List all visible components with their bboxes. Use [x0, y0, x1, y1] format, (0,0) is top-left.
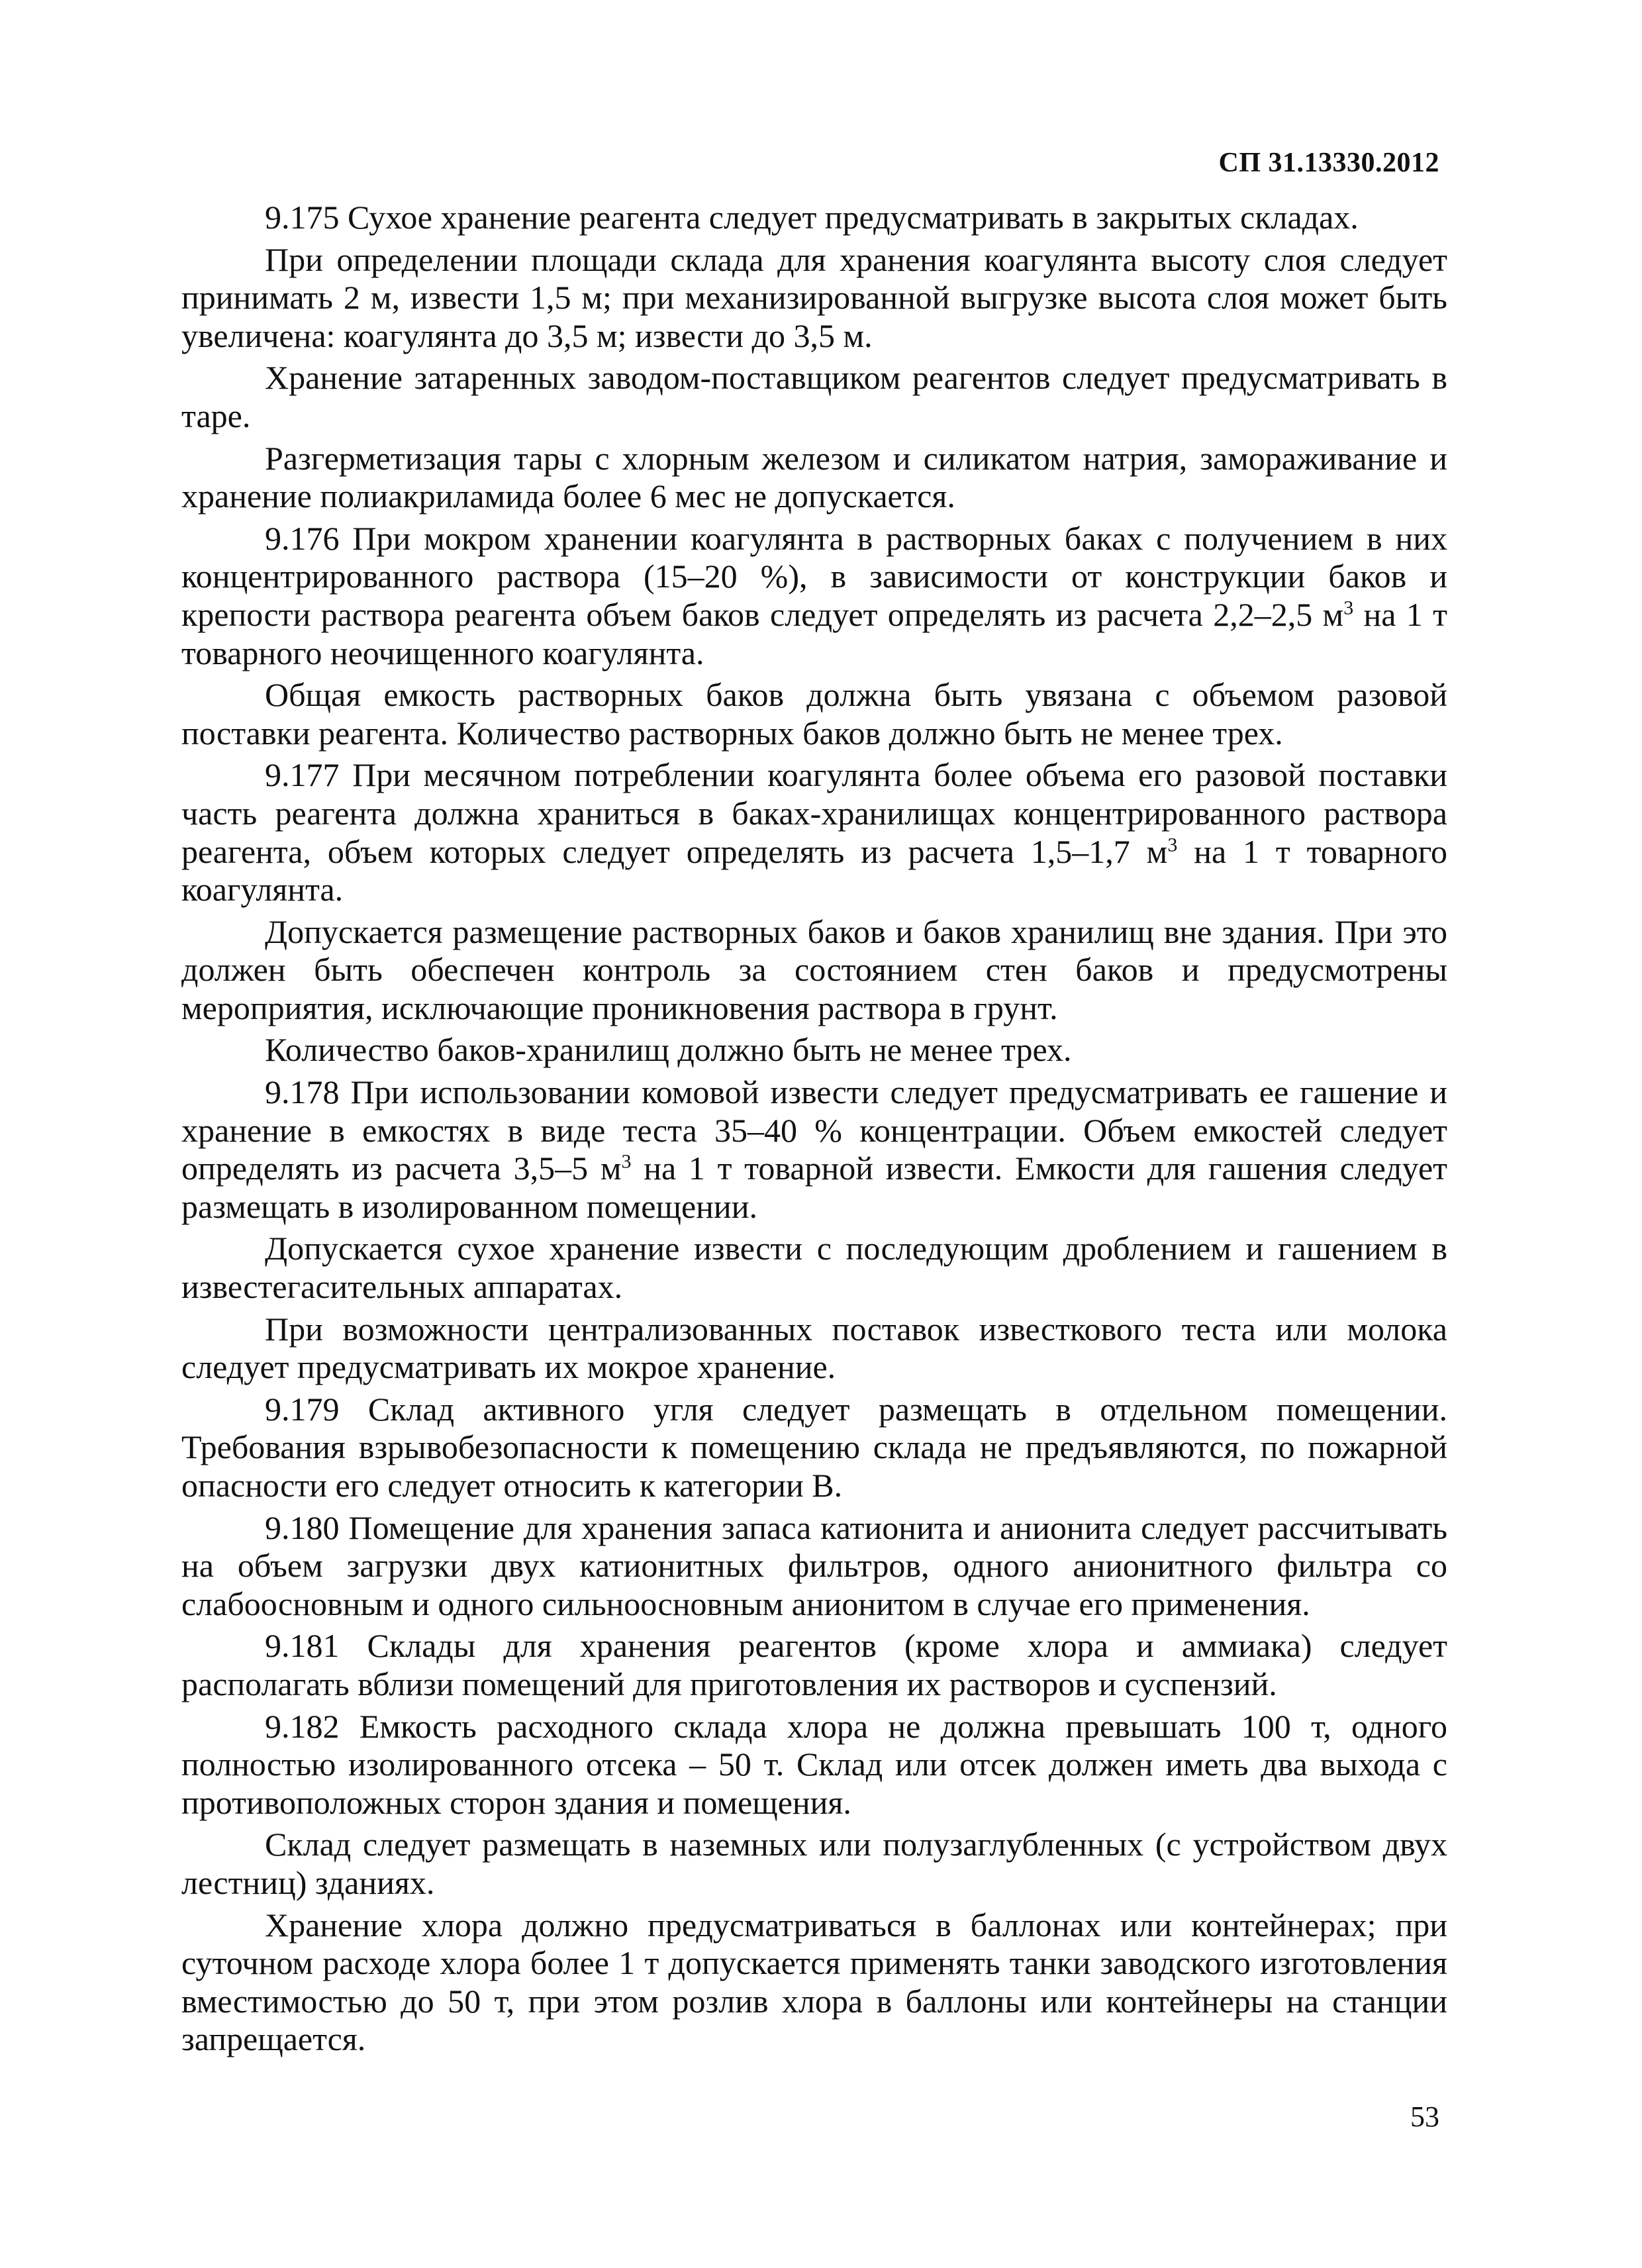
paragraph-depressurization: Разгерметизация тары с хлорным железом и силикатом натрия, замораживание и хранение полиакриламида более 6 мес не допускается. [181, 439, 1447, 515]
page-number: 53 [1410, 2100, 1439, 2133]
paragraph-9-182: 9.182 Емкость расходного склада хлора не должна превышать 100 т, одного полностью изолированного отсека – 50 т. Склад или отсек должен иметь два выхода с противоположных сторон здания и помещения. [181, 1707, 1447, 1821]
paragraph-dry-lime-storage: Допускается сухое хранение извести с последующим дроблением и гашением в известегасительных аппаратах. [181, 1230, 1447, 1306]
document-code-header: СП 31.13330.2012 [1218, 148, 1439, 178]
paragraph-9-180: 9.180 Помещение для хранения запаса катионита и анионита следует рассчитывать на объем загрузки двух катионитных фильтров, одного анионитного фильтра со слабоосновным и одного сильноосновным анионитом в случае его применения. [181, 1508, 1447, 1622]
paragraph-9-181: 9.181 Склады для хранения реагентов (кроме хлора и аммиака) следует располагать вблизи помещений для приготовления их растворов и суспензий. [181, 1627, 1447, 1702]
p177-superscript: 3 [1167, 833, 1178, 856]
paragraph-chlorine-storage: Хранение хлора должно предусматриваться в баллонах или контейнерах; при суточном расходе хлора более 1 т допускается применять танки заводского изготовления вместимостью до 50 т, при этом розлив хлора в баллоны или контейнеры на станции запрещается. [181, 1906, 1447, 2058]
p176-text-before: 9.176 При мокром хранении коагулянта в растворных баках с получением в них концентрированного раствора (15–20 %), в зависимости от конструкции баков и крепости раствора реагента объем баков следует определять из расчета 2,2–2,5 м [181, 519, 1447, 633]
paragraph-storage-tank-count: Количество баков-хранилищ должно быть не менее трех. [265, 1031, 1072, 1069]
paragraph-9-176 [181, 520, 1447, 672]
paragraph-wet-lime-storage: При возможности централизованных поставок известкового теста или молока следует предусматривать их мокрое хранение. [181, 1310, 1447, 1386]
p176-superscript: 3 [1343, 597, 1354, 619]
paragraph-9-179: 9.179 Склад активного угля следует размещать в отдельном помещении. Требования взрывобезопасности к помещению склада не предъявляются, по пожарной опасности его следует относить к категории В. [181, 1390, 1447, 1504]
p177-text-before: 9.177 При месячном потреблении коагулянта более объема его разовой поставки часть реагента должна храниться в баках-хранилищах концентрированного раствора реагента, объем которых следует определять из расчета 1,5–1,7 м [181, 756, 1447, 870]
paragraph-outdoor-tanks: Допускается размещение растворных баков и баков хранилищ вне здания. При это должен быть обеспечен контроль за состоянием стен баков и предусмотрены мероприятия, исключающие проникновения раствора в грунт. [181, 912, 1447, 1026]
paragraph-warehouse-placement: Склад следует размещать в наземных или полузаглубленных (с устройством двух лестниц) зданиях. [181, 1826, 1447, 1901]
paragraph-packaged-reagents: Хранение затаренных заводом-поставщиком реагентов следует предусматривать в таре. [181, 359, 1447, 434]
paragraph-9-178 [181, 1073, 1447, 1226]
paragraph-tank-capacity: Общая емкость растворных баков должна быть увязана с объемом разовой поставки реагента. Количество растворных баков должно быть не менее трех. [181, 676, 1447, 752]
paragraph-9-175: 9.175 Сухое хранение реагента следует предусматривать в закрытых складах. [265, 199, 1359, 236]
p176-text-after: на 1 т товарного неочищенного коагулянта. [181, 595, 1447, 671]
p178-text-after: на 1 т товарной извести. Емкости для гашения следует размещать в изолированном помещении. [181, 1150, 1447, 1225]
p178-superscript: 3 [621, 1150, 632, 1173]
document-body [181, 199, 1447, 2063]
p178-text-before: 9.178 При использовании комовой извести следует предусматривать ее гашение и хранение в емкостях в виде теста 35–40 % концентрации. Объем емкостей следует определять из расчета 3,5–5 м [181, 1073, 1447, 1187]
paragraph-storage-area: При определении площади склада для хранения коагулянта высоту слоя следует принимать 2 м, извести 1,5 м; при механизированной выгрузке высота слоя может быть увеличена: коагулянта до 3,5 м; извести до 3,5 м. [181, 240, 1447, 354]
p177-text-after: на 1 т товарного коагулянта. [181, 832, 1447, 909]
paragraph-9-177 [181, 756, 1447, 909]
